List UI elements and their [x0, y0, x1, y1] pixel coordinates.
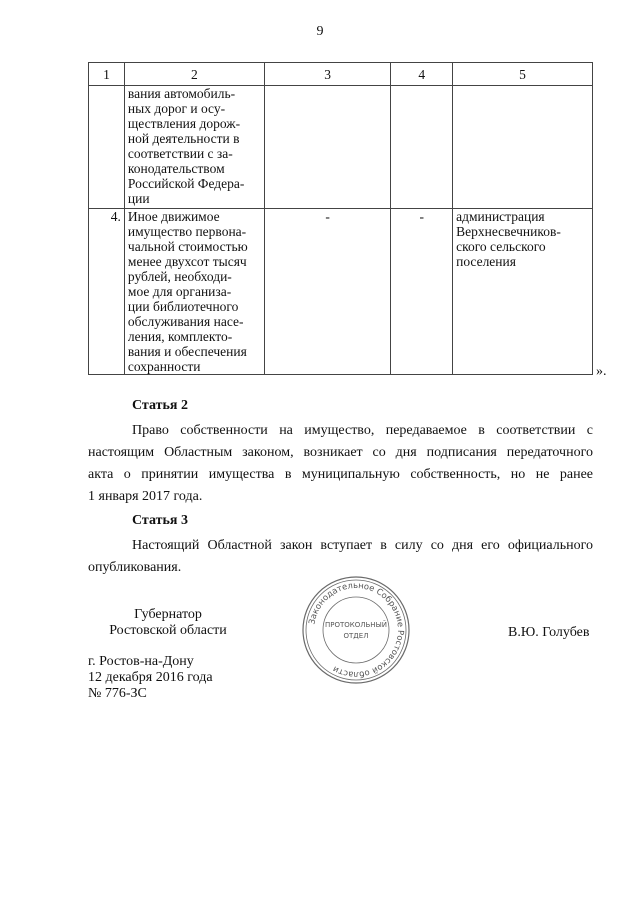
table-header-cell: 3	[264, 63, 390, 86]
description-line: Российской Федера-	[127, 176, 245, 191]
description-line: ции библиотечного	[127, 299, 239, 314]
row-number-cell: 4.	[89, 209, 125, 375]
paragraph-line: 1 января 2017 года.	[88, 489, 203, 504]
description-line: ной деятельности в	[127, 131, 240, 146]
table-cell: -	[264, 209, 390, 375]
paragraph-line: Право собственности на имущество, передаваемое в соответствии с	[132, 423, 593, 438]
recipient-line: Верхнесвечников-	[456, 224, 561, 239]
page-number: 9	[316, 24, 324, 39]
paragraph-line: опубликования.	[88, 560, 182, 575]
paragraph-line: настоящим Областным законом, возникает со дня подписания передаточного	[88, 445, 593, 460]
table-cell	[453, 86, 593, 209]
paragraph-line: Настоящий Областной закон вступает в силу со дня его официального	[132, 538, 593, 553]
place-and-date	[88, 654, 213, 702]
article-3-text	[88, 535, 593, 579]
article-3-heading: Статья 3	[132, 513, 188, 528]
article-2-heading: Статья 2	[132, 398, 188, 413]
signatory-name: В.Ю. Голубев	[508, 625, 590, 640]
recipient-line: поселения	[456, 254, 516, 269]
description-line: ции	[127, 191, 150, 206]
property-table	[88, 62, 593, 375]
signatory-title-line: Ростовской области	[109, 623, 227, 638]
stamp-ring-text: Законодательное Собрание Ростовской области	[306, 579, 407, 681]
closing-quote: ».	[596, 364, 607, 379]
description-line: вания автомобиль-	[127, 86, 236, 101]
description-line: мое для организа-	[127, 284, 232, 299]
description-line: менее двухсот тысяч	[127, 254, 247, 269]
date: 12 декабря 2016 года	[88, 670, 213, 685]
table-row	[89, 209, 593, 375]
description-line: имущество первона-	[127, 224, 247, 239]
recipient-line: администрация	[456, 209, 545, 224]
table-header-row	[89, 63, 593, 86]
description-line: сохранности	[127, 359, 201, 374]
description-line: соответствии с за-	[127, 146, 233, 161]
description-line: ществления дорож-	[127, 116, 241, 131]
stamp-center-line: ОТДЕЛ	[343, 632, 369, 640]
table-cell: -	[391, 209, 453, 375]
description-line: ных дорог и осу-	[127, 101, 226, 116]
description-line: обслуживания насе-	[127, 314, 244, 329]
signatory-title	[88, 607, 248, 639]
place: г. Ростов-на-Дону	[88, 654, 194, 669]
recipient-cell	[453, 209, 593, 375]
description-line: ления, комплекто-	[127, 329, 233, 344]
table-header-cell: 4	[391, 63, 453, 86]
table-cell	[391, 86, 453, 209]
stamp-center-line: ПРОТОКОЛЬНЫЙ	[324, 621, 388, 629]
description-line: рублей, необходи-	[127, 269, 232, 284]
row-number-cell	[89, 86, 125, 209]
description-cell	[124, 209, 264, 375]
signatory-title-line: Губернатор	[134, 607, 202, 622]
law-number: № 776-ЗС	[88, 686, 147, 701]
article-2-text	[88, 420, 593, 508]
description-line: чальной стоимостью	[127, 239, 248, 254]
table-row	[89, 86, 593, 209]
description-line: Иное движимое	[127, 209, 220, 224]
table-header-cell: 1	[89, 63, 125, 86]
description-cell	[124, 86, 264, 209]
table-header-cell: 2	[124, 63, 264, 86]
recipient-line: ского сельского	[456, 239, 546, 254]
description-line: вания и обеспечения	[127, 344, 247, 359]
description-line: конодательством	[127, 161, 225, 176]
table-cell	[264, 86, 390, 209]
paragraph-line: акта о принятии имущества в муниципальную собственность, но не ранее	[88, 467, 593, 482]
official-stamp	[300, 574, 412, 686]
table-header-cell: 5	[453, 63, 593, 86]
